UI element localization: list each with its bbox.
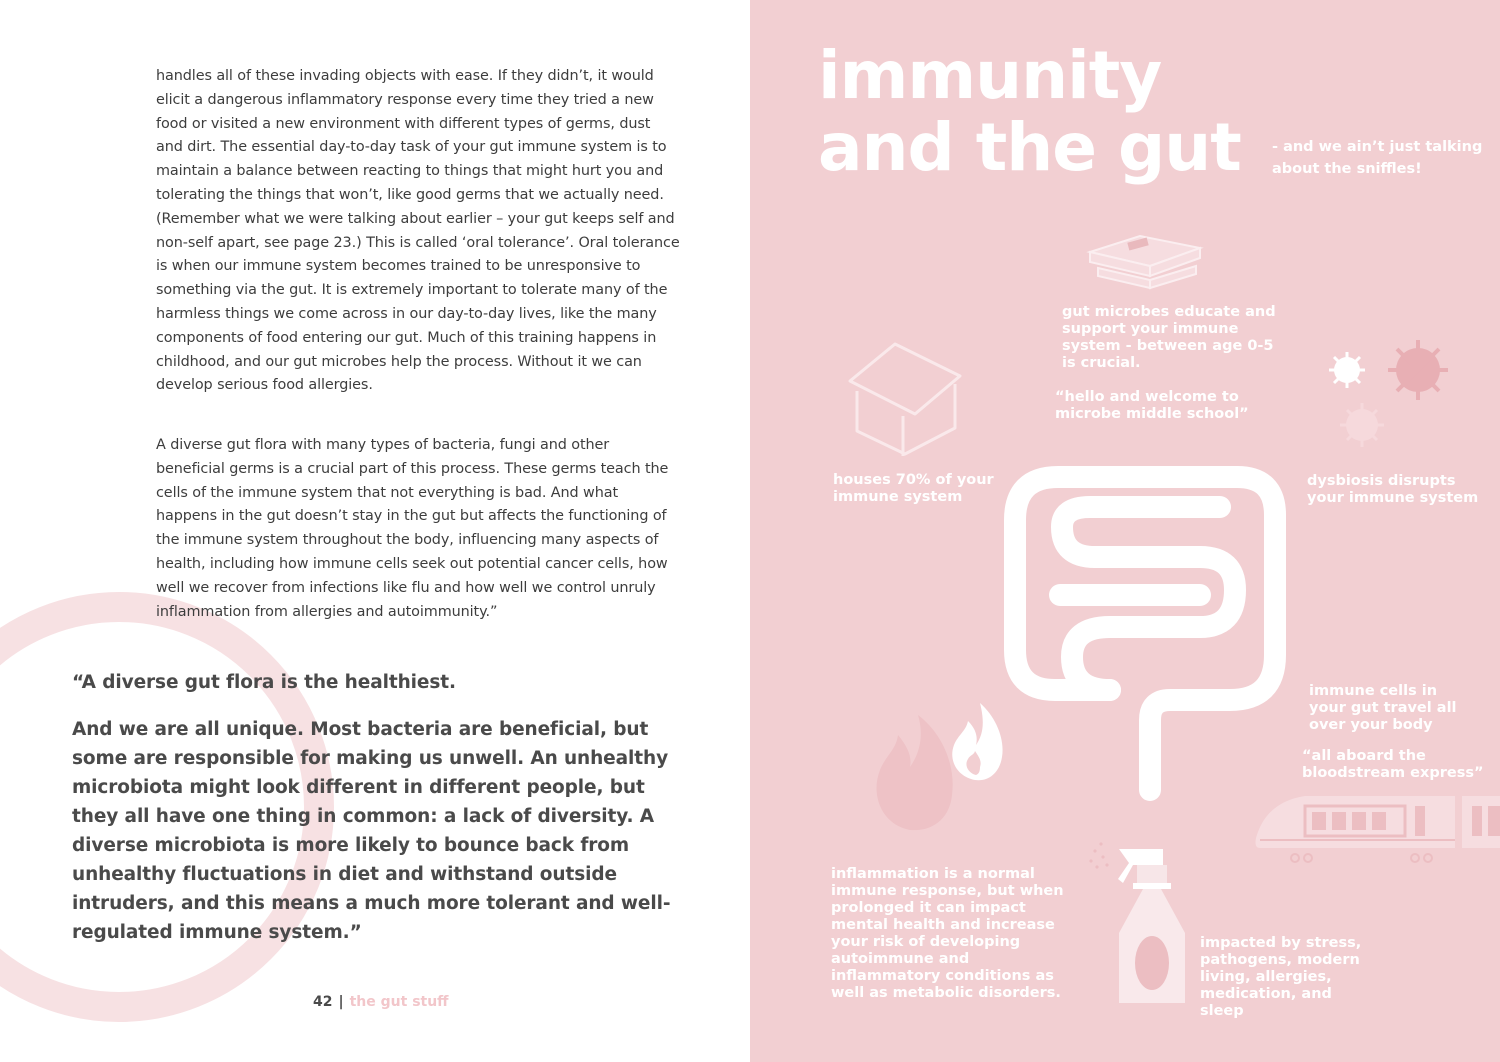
caption-bloodstream: “all aboard the bloodstream express”: [1302, 748, 1484, 781]
body-paragraph-2: A diverse gut flora with many types of bacteria, fungi and other beneficial germs is a crucial part of this process. These germs teach the cells of the immune system that not everything is bad. And what happens in the gut doesn’t stay in the gut but affects the functioning of the immune system throughout the body, influencing many aspects of health, including how immune cells seek out potential cancer cells, how well we recover from infections like flu and how well we control unruly inflammation from allergies and autoimmunity.”: [156, 437, 669, 620]
page-subtitle: - and we ain’t just talking about the sniffles!: [1272, 139, 1483, 177]
train-icon: [1250, 790, 1500, 870]
title-line-2: and the gut: [818, 109, 1241, 186]
house-icon: [845, 336, 965, 461]
right-page: [750, 0, 1500, 1062]
caption-inflammation: inflammation is a normal immune response, but when prolonged it can impact mental health and increase your risk of developing autoimmune and inflammatory conditions as well as metabolic disorders.: [831, 866, 1064, 1001]
body-paragraph-1: handles all of these invading objects with ease. If they didn’t, it would elicit a dangerous inflammatory response every time they tried a new food or visited a new environment with different types of germs, dust and dirt. The essential day-to-day task of your gut immune system is to maintain a balance between reacting to things that might hurt you and tolerating the things that won’t, like good germs that we actually need. (Remember what we were talking about earlier – your gut keeps self and non-self apart, see page 23.) This is called ‘oral tolerance’. Oral tolerance is when our immune system becomes trained to be unresponsive to something via the gut. It is extremely important to tolerate many of the harmless things we come across in our day-to-day lives, like the many components of food entering our gut. Much of this training happens in childhood, and our gut microbes help the process. Without it we can develop serious food allergies.: [156, 68, 680, 394]
caption-immune-cells: immune cells in your gut travel all over your body: [1309, 683, 1457, 733]
page-title: [818, 37, 1241, 186]
caption-microbe-school: “hello and welcome to microbe middle school”: [1055, 389, 1249, 422]
caption-dysbiosis: dysbiosis disrupts your immune system: [1307, 473, 1479, 506]
page-footer: [313, 994, 449, 1010]
intestine-icon: [1000, 465, 1295, 807]
virus-icon: [1325, 335, 1455, 455]
page-number: 42: [313, 994, 333, 1010]
fire-icon: [870, 695, 1010, 835]
footer-separator: |: [338, 994, 344, 1010]
title-line-1: immunity: [818, 37, 1162, 114]
publication-name: the gut stuff: [349, 994, 449, 1010]
caption-impacted: impacted by stress, pathogens, modern living, allergies, medication, and sleep: [1200, 935, 1362, 1019]
books-icon: [1080, 222, 1210, 294]
pull-quote-lead: “A diverse gut flora is the healthiest.: [72, 672, 456, 693]
spray-bottle-icon: [1085, 835, 1195, 1007]
caption-houses: houses 70% of your immune system: [833, 472, 994, 505]
pull-quote-body: And we are all unique. Most bacteria are beneficial, but some are responsible for making us unwell. An unhealthy microbiota might look different in different people, but they all have one thing in common: a lack of diversity. A diverse microbiota is more likely to bounce back from unhealthy fluctuations in diet and withstand outside intruders, and this means a much more tolerant and well-regulated immune system.”: [72, 719, 671, 943]
caption-microbes-educate: gut microbes educate and support your immune system - between age 0-5 is crucial.: [1062, 304, 1276, 371]
